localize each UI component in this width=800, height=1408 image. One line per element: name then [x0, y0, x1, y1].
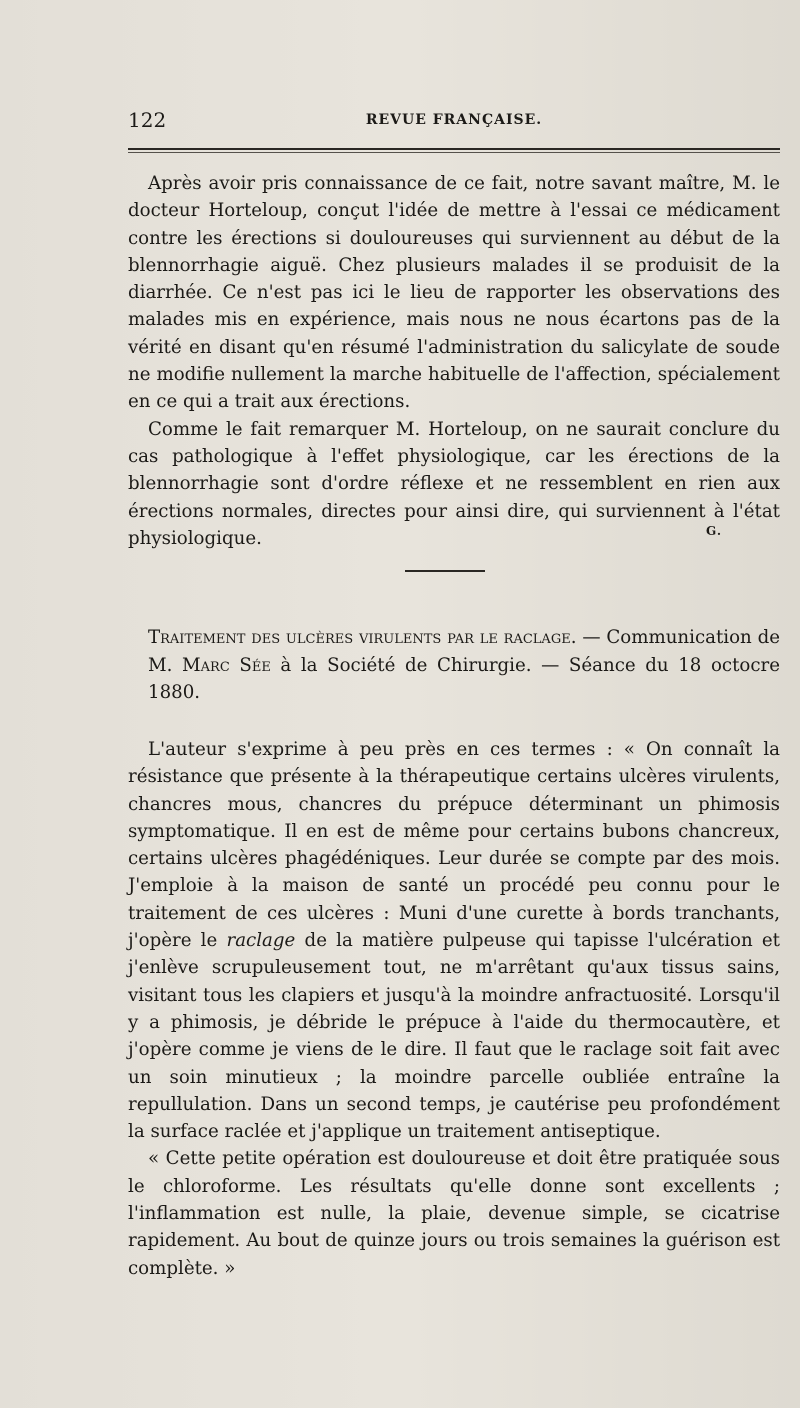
article-title	[128, 624, 780, 707]
section-separator	[405, 570, 485, 572]
author-signature: G.	[706, 524, 722, 538]
header-rule-thin	[128, 152, 780, 153]
article-body-2	[128, 736, 780, 1282]
emphasis-raclage: raclage	[226, 930, 296, 952]
page-header	[128, 108, 780, 138]
author-name: Marc Sée	[182, 654, 271, 676]
paragraph: Après avoir pris connaissance de ce fait, notre savant maître, M. le docteur Horteloup, conçut l'idée de mettre à l'essai ce médicament contre les érections si douloureuses qui surviennent au début de la blennorrhagie aiguë. Chez plusieurs malades il se produisit de la diarrhée. Ce n'est pas ici le lieu de rapporter les observations des malades mis en expérience, mais nous ne nous écartons pas de la vérité en disant qu'en résumé l'administration du salicylate de soude ne modifie nullement la marche habituelle de l'affection, spécialement en ce qui a trait aux érections.	[128, 173, 780, 413]
running-head: REVUE FRANÇAISE.	[365, 112, 543, 128]
header-rule	[128, 148, 780, 150]
paragraph	[128, 736, 780, 1145]
title-session: à la Société de Chirurgie. — Séance du 18 octocre 1880.	[148, 654, 781, 703]
paragraph: Comme le fait remarquer M. Horteloup, on ne saurait conclure du cas pathologique à l'effet physiologique, car les érections de la blennorrhagie sont d'ordre réflexe et ne ressemblent en rien aux érections normales, directes pour ainsi dire, qui surviennent à l'état physiologique.	[128, 418, 780, 549]
paragraph-text: de la matière pulpeuse qui tapisse l'ulcération et j'enlève scrupuleusement tout, ne m'arrêtant qu'aux tissus sains, visitant tous les clapiers et jusqu'à la moindre anfractuosité. Lorsqu'il y a phimosis, je débride le prépuce à l'aide du thermocautère, et j'opère comme je viens de le dire. Il faut que le raclage soit fait avec un soin minutieux ; la moindre parcelle oubliée entraîne la repullulation. Dans un second temps, je cautérise peu profondément la surface raclée et j'applique un traitement antiseptique.	[128, 930, 780, 1143]
paragraph: « Cette petite opération est douloureuse et doit être pratiquée sous le chloroforme. Les résultats qu'elle donne sont excellents ; l'inflammation est nulle, la plaie, devenue simple, se cicatrise rapidement. Au bout de quinze jours ou trois semaines la guérison est complète. »	[128, 1148, 780, 1279]
article-heading	[128, 624, 780, 707]
page-number: 122	[128, 108, 167, 132]
title-text: Traitement des ulcères virulents par le raclage.	[148, 627, 577, 648]
title-communication: — Communication de M.	[148, 627, 780, 676]
paragraph-text: L'auteur s'exprime à peu près en ces termes : « On connaît la résistance que présente à la thérapeutique certains ulcères virulents, chancres mous, chancres du prépuce déterminant un phimosis symptomatique. Il en est de même pour certains bubons chancreux, certains ulcères phagédéniques. Leur durée se compte par des mois. J'emploie à la maison de santé un procédé peu connu pour le traitement de ces ulcères : Muni d'une curette à bords tranchants, j'opère le	[128, 739, 780, 952]
article-body-1	[128, 170, 780, 552]
